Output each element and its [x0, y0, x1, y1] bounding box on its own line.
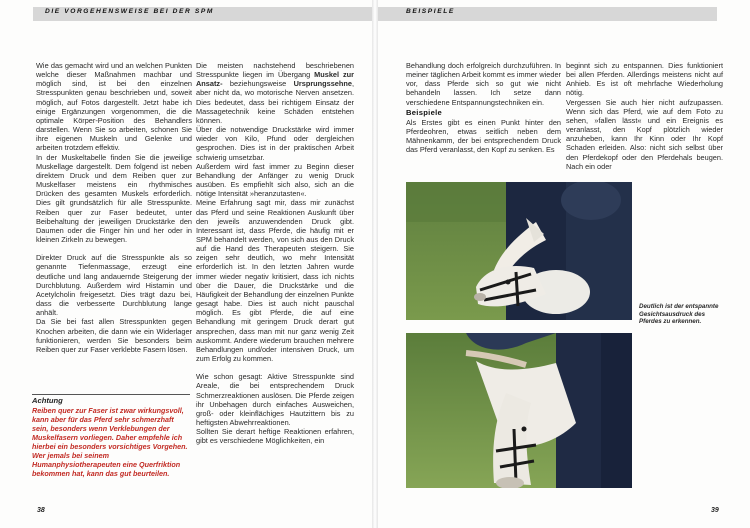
divider [32, 394, 190, 395]
paragraph: Direkter Druck auf die Stresspunkte als so genannte Tiefenmassage, erzeugt eine deutliche und lang andauernde Steigerung der Durchblutung. Außerdem wird Histamin und Acetylcholin freigesetzt. Dies trägt dazu bei, dass die verbesserte Durchblutung lange anhält. [36, 253, 192, 318]
paragraph: Wie schon gesagt: Aktive Stresspunkte sind Areale, die bei entsprechendem Druck Schmerzreaktionen auslösen. Die Pferde zeigen ihr Unbehagen durch einfaches Ausweichen, groß- oder kleinflächiges Hautzittern bis zu heftigsten Abwehrreaktionen. [196, 372, 354, 428]
paragraph: Da Sie bei fast allen Stresspunkten gegen Knochen arbeiten, die dann wie ein Widerlager funktionieren, werden Sie besonders beim Reiben quer zur Faser verklebte Fasern lösen. [36, 317, 192, 354]
section-subheading: Beispiele [406, 107, 443, 117]
running-head: BEISPIELE [406, 8, 455, 15]
paragraph: beginnt sich zu entspannen. Dies funktioniert bei allen Pferden. Allerdings meistens nicht auf Anhieb. Es ist oft mehrfache Wiederholung nötig. [566, 61, 723, 98]
running-head-bar [33, 7, 372, 21]
photo-horse-grazing [406, 333, 632, 488]
paragraph: Wie das gemacht wird und an welchen Punkten welche dieser Maßnahmen machbar und möglich sind, ist bei den einzelnen Stresspunkten genau beschrieben und, soweit möglich, auf Fotos dargestellt. Jetzt habe ich einige Ergänzungen vorgenommen, die die optimale Körper-Position des Behandlers darstellen. Wenn Sie so arbeiten, schonen Sie ihre eigenen Muskeln und Gelenke und arbeiten trotzdem effektiv. [36, 61, 192, 153]
paragraph: Behandlung doch erfolgreich durchzuführen. In meiner täglichen Arbeit kommt es immer wieder vor, dass Pferde sich so gut wie nicht behandeln lassen. Ich setze dann verschiedene Entspannungstechniken ein. [406, 61, 561, 107]
paragraph: Meine Erfahrung sagt mir, dass mir zunächst das Pferd und seine Reaktionen Auskunft über den jeweils anzuwendenden Druck gibt. Interessant ist, dass Pferde, die häufig mit er SPM behandelt werden, von sich aus den Druck auf die Hand des Therapeuten steigern. Sie zeigen sehr deutlich, wo mehr Intensität erforderlich ist. In den letzten Jahren wurde immer wieder negativ kritisiert, dass ich nichts über die Dauer, die Druckstärke und die Häufigkeit der Behandlung der einzelnen Punkte gesagt habe. Dies ist auch nicht pauschal möglich. Es gibt Pferde, die auf eine Behandlung mit geringem Druck derart gut ansprechen, dass man mit nur ganz wenig Zeit auskommt. Andere wiederum brauchen mehrere Behandlungen und/oder intensiven Druck, um zum Erfolg zu kommen. [196, 198, 354, 363]
page-number: 39 [711, 507, 719, 514]
warning-text: Reiben quer zur Faser ist zwar wirkungsvoll, kann aber für das Pferd sehr schmerzhaft sein, besonders wenn Verklebungen der Muskelfasern vorliegen. Daher empfehle ich hierbei ein besonders vorsichtiges Vorgehen. Wer jemals bei seinem Humanphysiotherapeuten eine Querfriktion bekommen hat, kann das gut beurteilen. [32, 406, 188, 478]
photo-illustration [406, 333, 632, 488]
warning-box [32, 394, 190, 478]
right-column-1 [406, 61, 561, 155]
right-page [378, 0, 750, 528]
left-column-2 [196, 61, 354, 446]
left-page [0, 0, 372, 528]
paragraph: Sollten Sie derart heftige Reaktionen erfahren, gibt es verschiedene Möglichkeiten, ein [196, 427, 354, 446]
photo-caption: Deutlich ist der entspannte Gesichtsausdruck des Pferdes zu erkennen. [639, 303, 719, 326]
warning-heading: Achtung [32, 396, 63, 405]
paragraph [36, 244, 192, 253]
running-head: DIE VORGEHENSWEISE BEI DER SPM [45, 8, 214, 15]
photo-horse-head-lowered [406, 182, 632, 320]
paragraph: Über die notwendige Druckstärke wird immer wieder von Kilo, Pfund oder dergleichen gesprochen. Dies ist in der praktischen Arbeit schwierig umsetzbar. [196, 125, 354, 162]
paragraph: Die meisten nachstehend beschriebenen Stresspunkte liegen im Übergang Muskel zur Ansatz- beziehungsweise Ursprungssehne, aber nicht da, wo motorische Nerven ansetzen. Dies bedeutet, dass bei richtigem Einsatz der Massagetechnik keine Schäden entstehen können. [196, 61, 354, 125]
running-head-bar [378, 7, 717, 21]
left-column-1 [36, 61, 192, 354]
paragraph: Als Erstes gibt es einen Punkt hinter den Pferdeohren, etwas seitlich neben dem Mähnenkamm, der bei entsprechendem Druck das Pferd veranlasst, den Kopf zu senken. Es [406, 117, 561, 155]
paragraph: Außerdem wird fast immer zu Beginn dieser Behandlung der Anfänger zu wenig Druck ausüben. Es empfiehlt sich also, sich an die nötige Intensität »heranzutasten«. [196, 161, 354, 199]
bold-term: Ursprungssehne [293, 79, 352, 89]
page-number: 38 [37, 507, 45, 514]
paragraph [196, 363, 354, 372]
right-column-2 [566, 61, 723, 171]
photo-illustration [406, 182, 632, 320]
bold-term: Muskel zur Ansatz- [196, 70, 354, 89]
paragraph: Vergessen Sie auch hier nicht aufzupassen. Wenn sich das Pferd, wie auf dem Foto zu sehen, »fallen lässt« und ein Ereignis es veranlasst, den Kopf plötzlich wieder anzuheben, kann Ihr Kinn oder Ihr Kopf Schaden erleiden. Also: nicht sich selbst über den Pferdekopf oder den Pferdehals beugen. Nach ein oder [566, 97, 723, 171]
paragraph: In der Muskeltabelle finden Sie die jeweilige Muskellage dargestellt. Dem folgend ist neben direktem Druck und dem Reiben quer zur Muskelfaser meistens ein rhythmisches Drücken des gesamten Muskels erforderlich. Dies gilt grundsätzlich für alle Stresspunkte. Reiben quer zur Faser bedeutet, unter Beibehaltung der jeweiligen Druckstärke den Daumen oder die Finger hin und her oder in kleinen Zirkeln zu bewegen. [36, 152, 192, 244]
